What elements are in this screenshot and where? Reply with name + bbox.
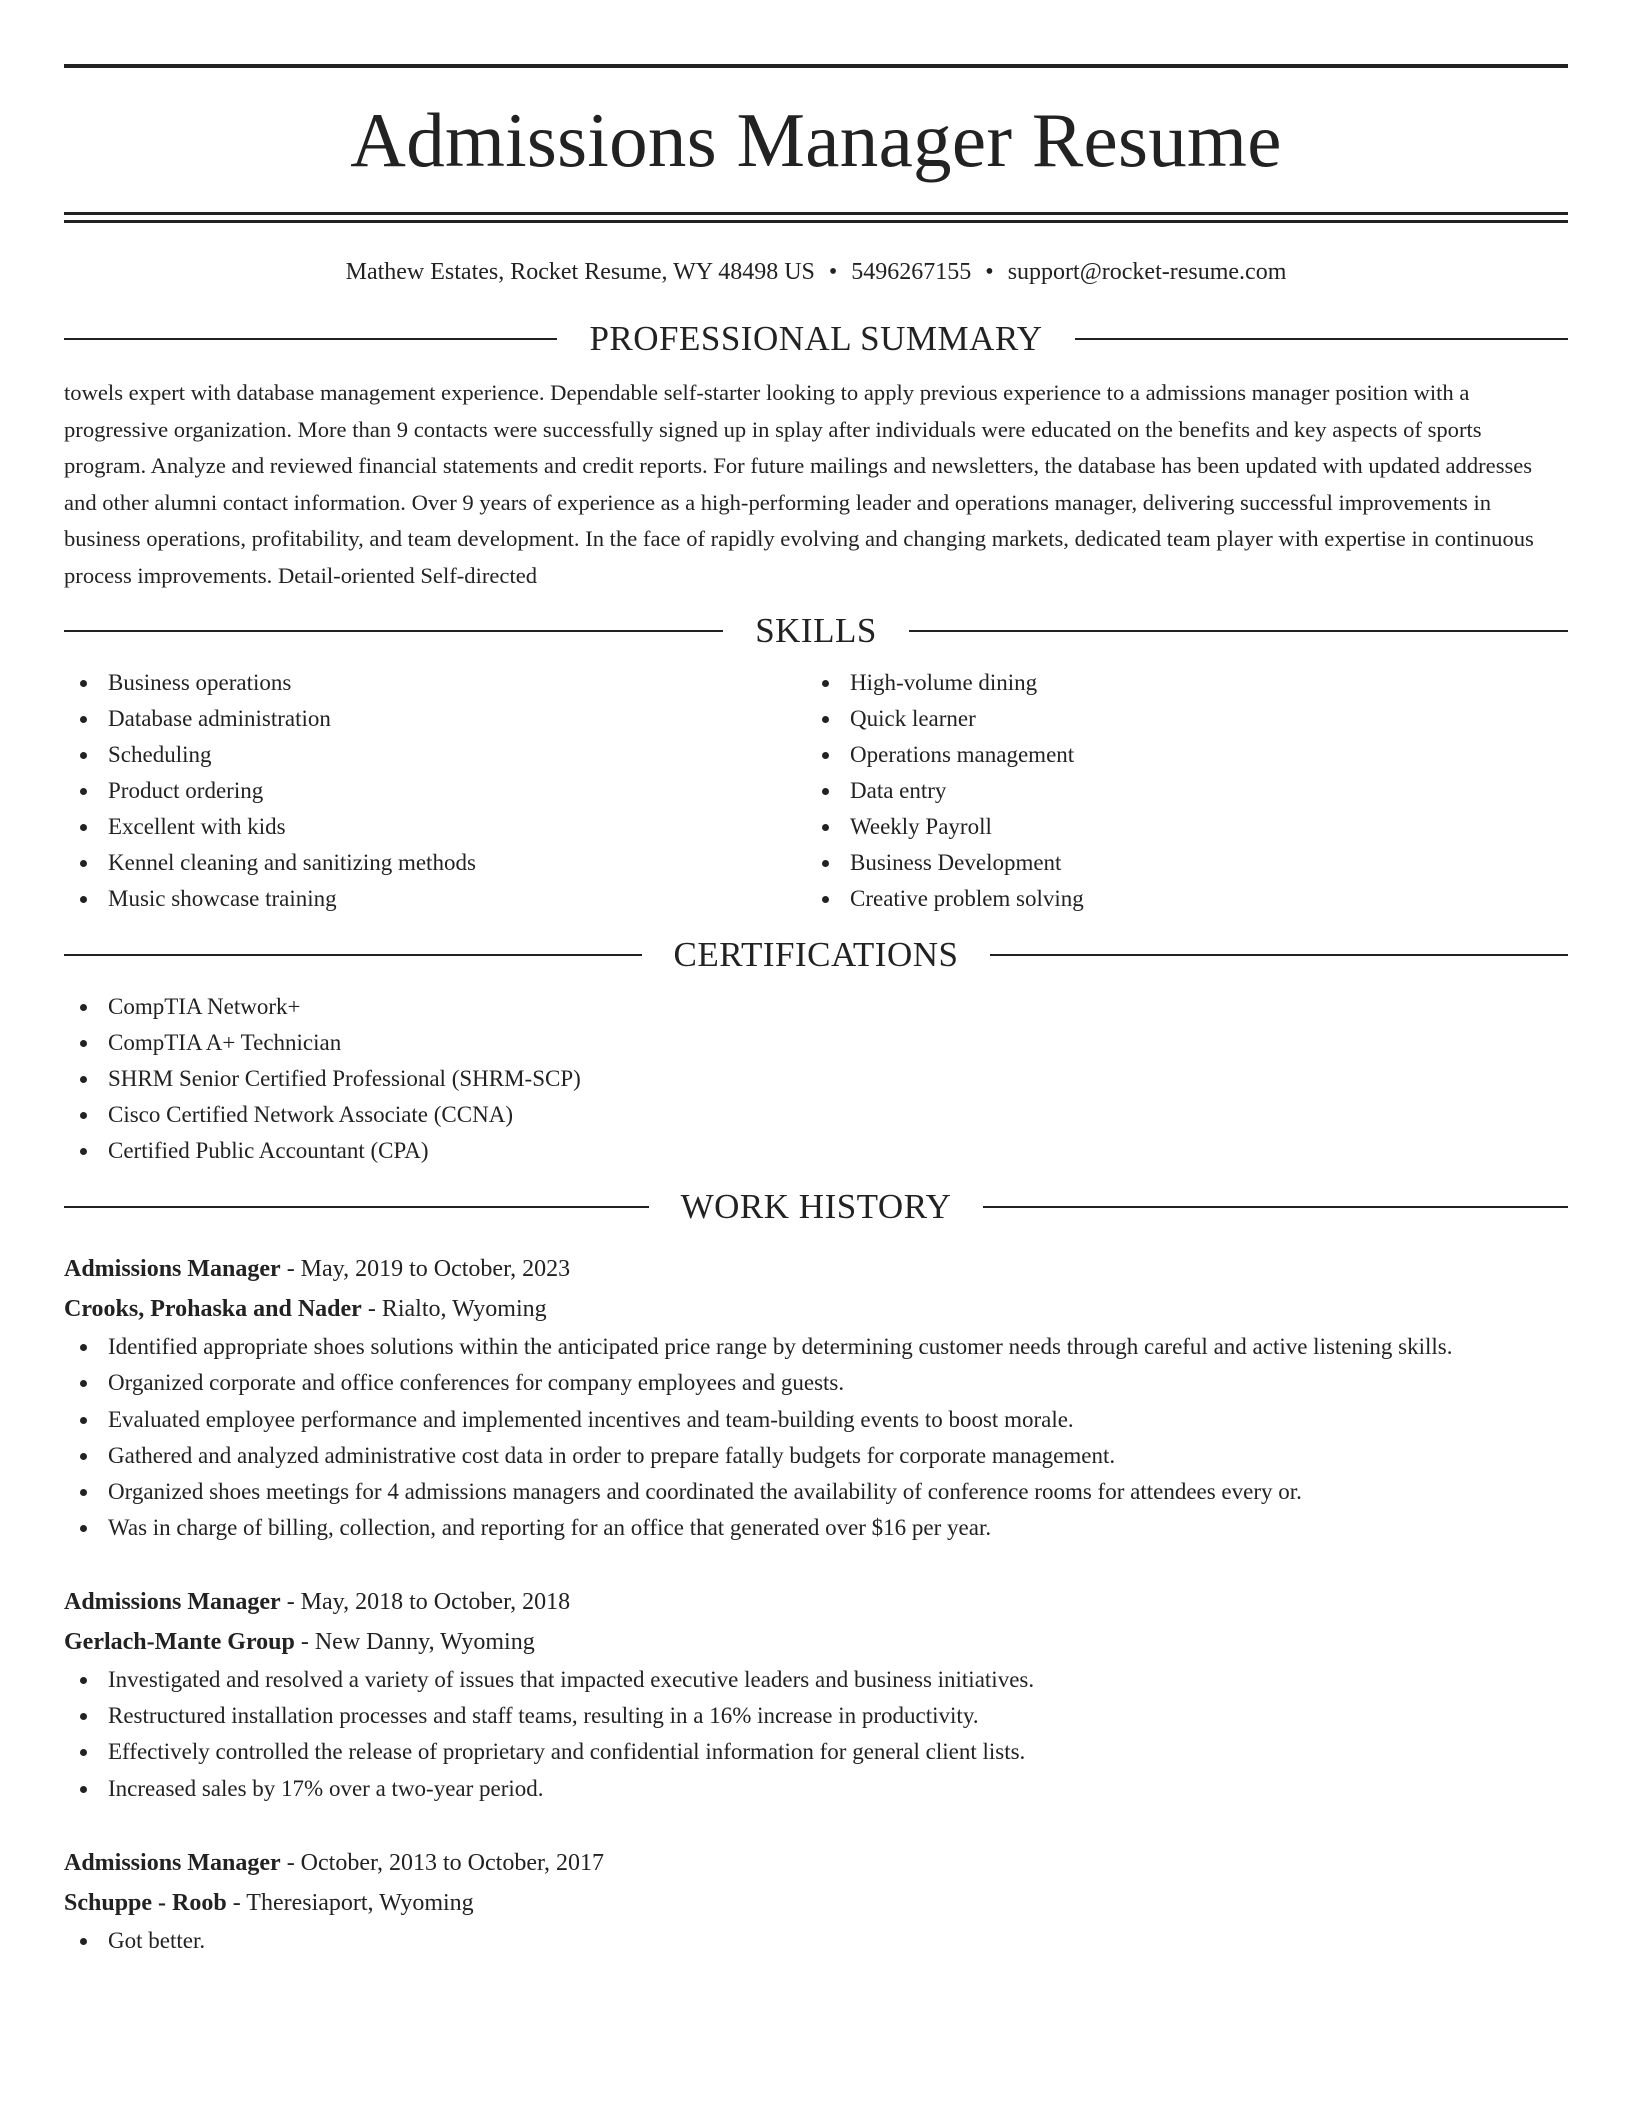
section-rule-right bbox=[990, 954, 1568, 956]
section-rule-left bbox=[64, 954, 642, 956]
contact-phone: 5496267155 bbox=[851, 259, 972, 285]
job-entry bbox=[64, 1249, 1568, 1547]
skill-item: Product ordering bbox=[64, 773, 806, 809]
section-title-certifications: CERTIFICATIONS bbox=[673, 935, 959, 974]
job-bullet: Organized corporate and office conferences for company employees and guests. bbox=[64, 1365, 1568, 1401]
certification-item: CompTIA A+ Technician bbox=[64, 1025, 1568, 1061]
job-bullet: Organized shoes meetings for 4 admissions managers and coordinated the availability of conference rooms for attendees every or. bbox=[64, 1474, 1568, 1510]
job-dates: - May, 2018 to October, 2018 bbox=[280, 1588, 571, 1615]
skill-item: Kennel cleaning and sanitizing methods bbox=[64, 845, 806, 881]
certification-item: Cisco Certified Network Associate (CCNA) bbox=[64, 1097, 1568, 1133]
contact-address: Mathew Estates, Rocket Resume, WY 48498 US bbox=[345, 259, 815, 285]
job-entry bbox=[64, 1582, 1568, 1807]
job-dates: - May, 2019 to October, 2023 bbox=[280, 1256, 571, 1282]
section-rule-left bbox=[64, 338, 557, 340]
certification-item: CompTIA Network+ bbox=[64, 989, 1568, 1025]
skill-item: High-volume dining bbox=[806, 665, 1548, 701]
skill-item: Operations management bbox=[806, 737, 1548, 773]
job-company-line bbox=[64, 1883, 1568, 1923]
skill-item: Data entry bbox=[806, 773, 1548, 809]
job-bullet: Investigated and resolved a variety of issues that impacted executive leaders and business initiatives. bbox=[64, 1662, 1568, 1698]
job-dates: - October, 2013 to October, 2017 bbox=[280, 1849, 605, 1876]
job-bullet: Was in charge of billing, collection, and reporting for an office that generated over $16 per year. bbox=[64, 1510, 1568, 1546]
certifications-list bbox=[64, 989, 1568, 1169]
certification-item: SHRM Senior Certified Professional (SHRM-SCP) bbox=[64, 1061, 1568, 1097]
contact-email: support@rocket-resume.com bbox=[1007, 259, 1287, 285]
skill-item: Creative problem solving bbox=[806, 881, 1548, 917]
title-double-rule bbox=[64, 212, 1568, 223]
section-title-work-history: WORK HISTORY bbox=[680, 1187, 952, 1226]
section-rule-right bbox=[1075, 338, 1568, 340]
section-title-summary: PROFESSIONAL SUMMARY bbox=[589, 319, 1043, 358]
skill-item: Music showcase training bbox=[64, 881, 806, 917]
section-title-skills: SKILLS bbox=[755, 611, 877, 650]
job-bullet: Restructured installation processes and staff teams, resulting in a 16% increase in productivity. bbox=[64, 1698, 1568, 1734]
job-location: - Rialto, Wyoming bbox=[361, 1296, 547, 1322]
section-rule-right bbox=[909, 630, 1568, 632]
contact-separator: • bbox=[828, 259, 838, 285]
page-title: Admissions Manager Resume bbox=[350, 97, 1282, 183]
work-history-list bbox=[64, 1249, 1568, 1959]
job-company: Gerlach-Mante Group bbox=[64, 1628, 295, 1655]
job-bullet: Evaluated employee performance and implemented incentives and team-building events to boost morale. bbox=[64, 1402, 1568, 1438]
skills-list-left bbox=[64, 665, 806, 917]
job-company-line bbox=[64, 1622, 1568, 1662]
section-header-work-history bbox=[64, 1185, 1568, 1229]
job-bullets bbox=[64, 1662, 1568, 1807]
job-title-line bbox=[64, 1843, 1568, 1883]
resume-page bbox=[64, 64, 1568, 1959]
job-bullet: Increased sales by 17% over a two-year period. bbox=[64, 1771, 1568, 1807]
skill-item: Excellent with kids bbox=[64, 809, 806, 845]
skill-item: Business Development bbox=[806, 845, 1548, 881]
skill-item: Database administration bbox=[64, 701, 806, 737]
job-location: - New Danny, Wyoming bbox=[294, 1628, 535, 1655]
job-bullet: Identified appropriate shoes solutions within the anticipated price range by determining customer needs through careful and active listening skills. bbox=[64, 1329, 1568, 1365]
section-header-skills bbox=[64, 609, 1568, 653]
skills-columns bbox=[64, 665, 1568, 917]
job-bullet: Gathered and analyzed administrative cost data in order to prepare fatally budgets for corporate management. bbox=[64, 1438, 1568, 1474]
job-entry bbox=[64, 1843, 1568, 1959]
job-title: Admissions Manager bbox=[64, 1588, 281, 1615]
section-rule-left bbox=[64, 1206, 649, 1208]
job-title-line bbox=[64, 1582, 1568, 1622]
job-bullet: Effectively controlled the release of proprietary and confidential information for general client lists. bbox=[64, 1734, 1568, 1770]
top-rule bbox=[64, 64, 1568, 68]
job-title: Admissions Manager bbox=[64, 1256, 281, 1282]
job-title: Admissions Manager bbox=[64, 1849, 281, 1876]
job-bullet: Got better. bbox=[64, 1923, 1568, 1959]
contact-line bbox=[64, 257, 1568, 287]
skill-item: Weekly Payroll bbox=[806, 809, 1548, 845]
job-bullets bbox=[64, 1329, 1568, 1547]
job-company: Crooks, Prohaska and Nader bbox=[64, 1296, 362, 1322]
job-location: - Theresiaport, Wyoming bbox=[226, 1889, 474, 1916]
job-bullets bbox=[64, 1923, 1568, 1959]
section-rule-right bbox=[983, 1206, 1568, 1208]
skill-item: Quick learner bbox=[806, 701, 1548, 737]
job-company: Schuppe - Roob bbox=[64, 1889, 227, 1916]
section-header-summary bbox=[64, 317, 1568, 361]
section-rule-left bbox=[64, 630, 723, 632]
skill-item: Business operations bbox=[64, 665, 806, 701]
summary-text: towels expert with database management experience. Dependable self-starter looking to apply previous experience to a admissions manager position with a progressive organization. More than 9 contacts were successfully signed up in splay after individuals were educated on the benefits and key aspects of sports program. Analyze and reviewed financial statements and credit reports. For future mailings and newsletters, the database has been updated with updated addresses and other alumni contact information. Over 9 years of experience as a high-performing leader and operations manager, delivering successful improvements in business operations, profitability, and team development. In the face of rapidly evolving and changing markets, dedicated team player with expertise in continuous process improvements. Detail-oriented Self-directed bbox=[64, 380, 1534, 588]
skill-item: Scheduling bbox=[64, 737, 806, 773]
certification-item: Certified Public Accountant (CPA) bbox=[64, 1133, 1568, 1169]
skills-list-right bbox=[806, 665, 1548, 917]
contact-separator: • bbox=[985, 259, 994, 285]
section-header-certifications bbox=[64, 933, 1568, 977]
job-company-line bbox=[64, 1289, 1568, 1329]
job-title-line bbox=[64, 1249, 1568, 1289]
